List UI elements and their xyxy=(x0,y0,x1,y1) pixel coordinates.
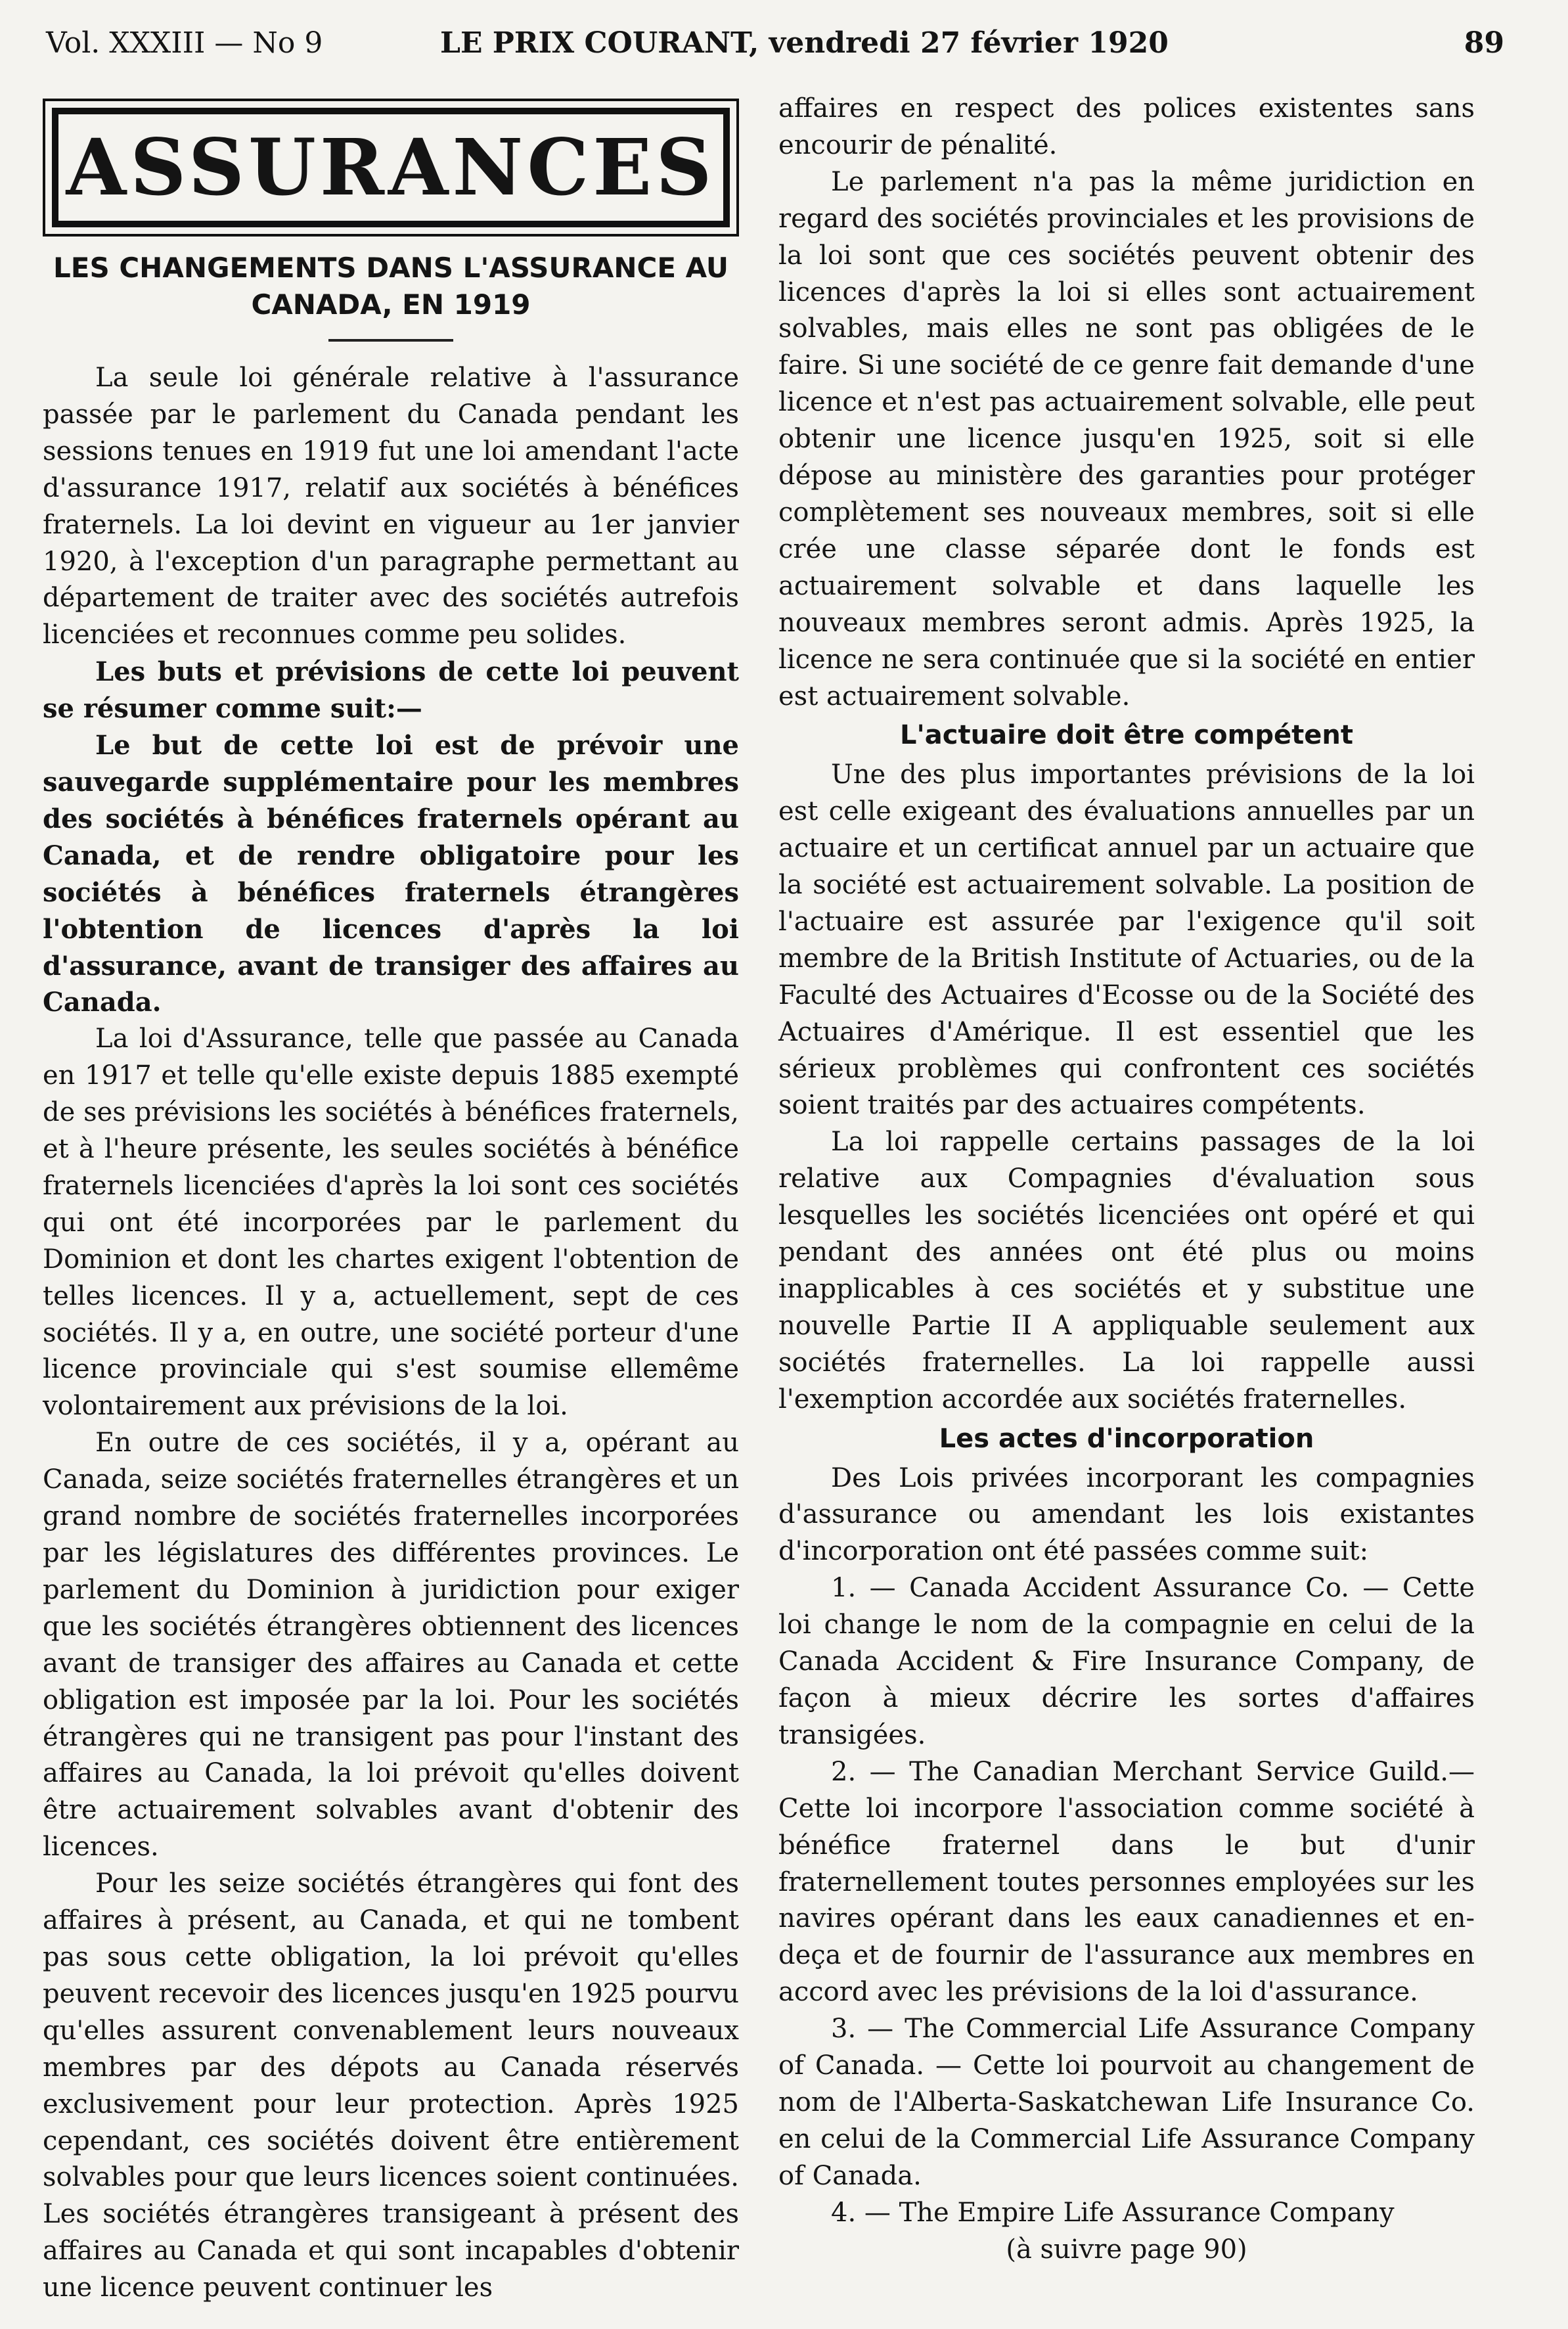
page-header xyxy=(46,20,1504,66)
subheading-actuary: L'actuaire doit être compétent xyxy=(900,720,1353,751)
continuation-note: (à suivre page 90) xyxy=(1006,2234,1247,2265)
list-item: 3. — The Commercial Life Assurance Company of Canada. — Cette loi pourvoit au changement de nom de l'Alberta-Saskatchewan Life Insurance Co. en celui de la Commercial Life Assurance Company of Canada. xyxy=(778,2014,1475,2191)
paragraph: Une des plus importantes prévisions de la loi est celle exigeant des évaluations annuelles par un actuaire et un certificat annuel par un actuaire que la société est actuairement solvable. La position de l'actuaire est assurée par l'exigence qu'il soit membre de la British Institute of Actuaries, ou de la Faculté des Actuaires d'Ecosse ou de la Société des Actuaires d'Amérique. Il est essentiel que les sérieux problèmes qui confrontent ces sociétés soient traités par des actuaires compétents. xyxy=(778,759,1475,1121)
page-number: 89 xyxy=(1464,26,1504,60)
volume-number: Vol. XXXIII — No 9 xyxy=(46,26,323,60)
paragraph: La loi rappelle certains passages de la loi relative aux Compagnies d'évaluation sous lesquelles les sociétés licenciées ont opéré et qui pendant des années ont été plus ou moins inapplicables à ces sociétés et y substitue une nouvelle Partie II A appliquable seulement aux sociétés fraternelles. La loi rappelle aussi l'exemption accordée aux sociétés fraternelles. xyxy=(778,1127,1475,1414)
right-column xyxy=(778,91,1475,2268)
article-title: LES CHANGEMENTS DANS L'ASSURANCE AU CANADA, EN 1919 xyxy=(53,252,728,321)
paragraph: Pour les seize sociétés étrangères qui font des affaires à présent, au Canada, et qui ne tombent pas sous cette obligation, la loi prévoit qu'elles peuvent recevoir des licences jusqu'en 1925 pourvu qu'elles assurent convenablement leurs nouveaux membres par des dépots au Canada réservés exclusivement pour leur protection. Après 1925 cependant, ces sociétés doivent être entièrement solvables pour que leurs licences soient continuées. Les sociétés étrangères transigeant à présent des affaires au Canada et qui sont incapables d'obtenir une licence peuvent continuer les xyxy=(43,1868,739,2303)
section-title: ASSURANCES xyxy=(52,108,730,227)
section-masthead xyxy=(43,99,739,237)
publication-title: LE PRIX COURANT, vendredi 27 février 1920 xyxy=(440,26,1169,60)
left-column xyxy=(43,99,739,2307)
paragraph: Les buts et prévisions de cette loi peuvent se résumer comme suit:— xyxy=(43,656,739,725)
paragraph: En outre de ces sociétés, il y a, opérant au Canada, seize sociétés fraternelles étrangères et un grand nombre de sociétés fraternelles incorporées par les législatures des différentes provinces. Le parlement du Dominion à juridiction pour exiger que les sociétés étrangères obtiennent des licences avant de transiger des affaires au Canada et cette obligation est imposée par la loi. Pour les sociétés étrangères qui ne transigent pas pour l'instant des affaires au Canada, la loi prévoit qu'elles doivent être actuairement solvables avant d'obtenir des licences. xyxy=(43,1428,739,1863)
paragraph: affaires en respect des polices existentes sans encourir de pénalité. xyxy=(778,93,1475,160)
list-item: 4. — The Empire Life Assurance Company xyxy=(831,2197,1395,2228)
paragraph: Des Lois privées incorporant les compagnies d'assurance ou amendant les lois existantes d'incorporation ont été passées comme suit: xyxy=(778,1462,1475,1567)
paragraph: Le parlement n'a pas la même juridiction en regard des sociétés provinciales et les provisions de la loi sont que ces sociétés peuvent obtenir des licences d'après la loi si elles sont actuairement solvables, mais elles ne sont pas obligées de le faire. Si une société de ce genre fait demande d'une licence et n'est pas actuairement solvable, elle peut obtenir une licence jusqu'en 1925, soit si elle dépose au ministère des garanties pour protéger complètement ses nouveaux membres, soit si elle crée une classe séparée dont le fonds est actuairement solvable et dans laquelle les nouveaux membres seront admis. Après 1925, la licence ne sera continuée que si la société en entier est actuairement solvable. xyxy=(778,166,1475,712)
paragraph: Le but de cette loi est de prévoir une sauvegarde supplémentaire pour les membres des sociétés à bénéfices fraternels opérant au Canada, et de rendre obligatoire pour les sociétés à bénéfices fraternels étrangères l'obtention de licences d'après la loi d'assurance, avant de transiger des affaires au Canada. xyxy=(43,730,739,1018)
paragraph: La seule loi générale relative à l'assurance passée par le parlement du Canada pendant les sessions tenues en 1919 fut une loi amendant l'acte d'assurance 1917, relatif aux sociétés à bénéfices fraternels. La loi devint en vigueur au 1er janvier 1920, à l'exception d'un paragraphe permettant au département de traiter avec des sociétés autrefois licenciées et reconnues comme peu solides. xyxy=(43,363,739,650)
list-item: 1. — Canada Accident Assurance Co. — Cette loi change le nom de la compagnie en celui de la Canada Accident & Fire Insurance Company, de façon à mieux décrire les sortes d'affaires transigées. xyxy=(778,1573,1475,1750)
subheading-acts: Les actes d'incorporation xyxy=(939,1423,1314,1454)
title-divider xyxy=(328,339,453,342)
list-item: 2. — The Canadian Merchant Service Guild.— Cette loi incorpore l'association comme société à bénéfice fraternel dans le but d'unir fraternellement toutes personnes employées sur les navires opérant dans les eaux canadiennes et en-deça et de fournir de l'assurance aux membres en accord avec les prévisions de la loi d'assurance. xyxy=(778,1756,1475,2008)
paragraph: La loi d'Assurance, telle que passée au Canada en 1917 et telle qu'elle existe depuis 1885 exempté de ses prévisions les sociétés à bénéfices fraternels, et à l'heure présente, les seules sociétés à bénéfice fraternels licenciées d'après la loi sont ces sociétés qui ont été incorporées par le parlement du Dominion et dont les chartes exigent l'obtention de telles licences. Il y a, actuellement, sept de ces sociétés. Il y a, en outre, une société porteur d'une licence provinciale qui s'est soumise ellemême volontairement aux prévisions de la loi. xyxy=(43,1024,739,1422)
